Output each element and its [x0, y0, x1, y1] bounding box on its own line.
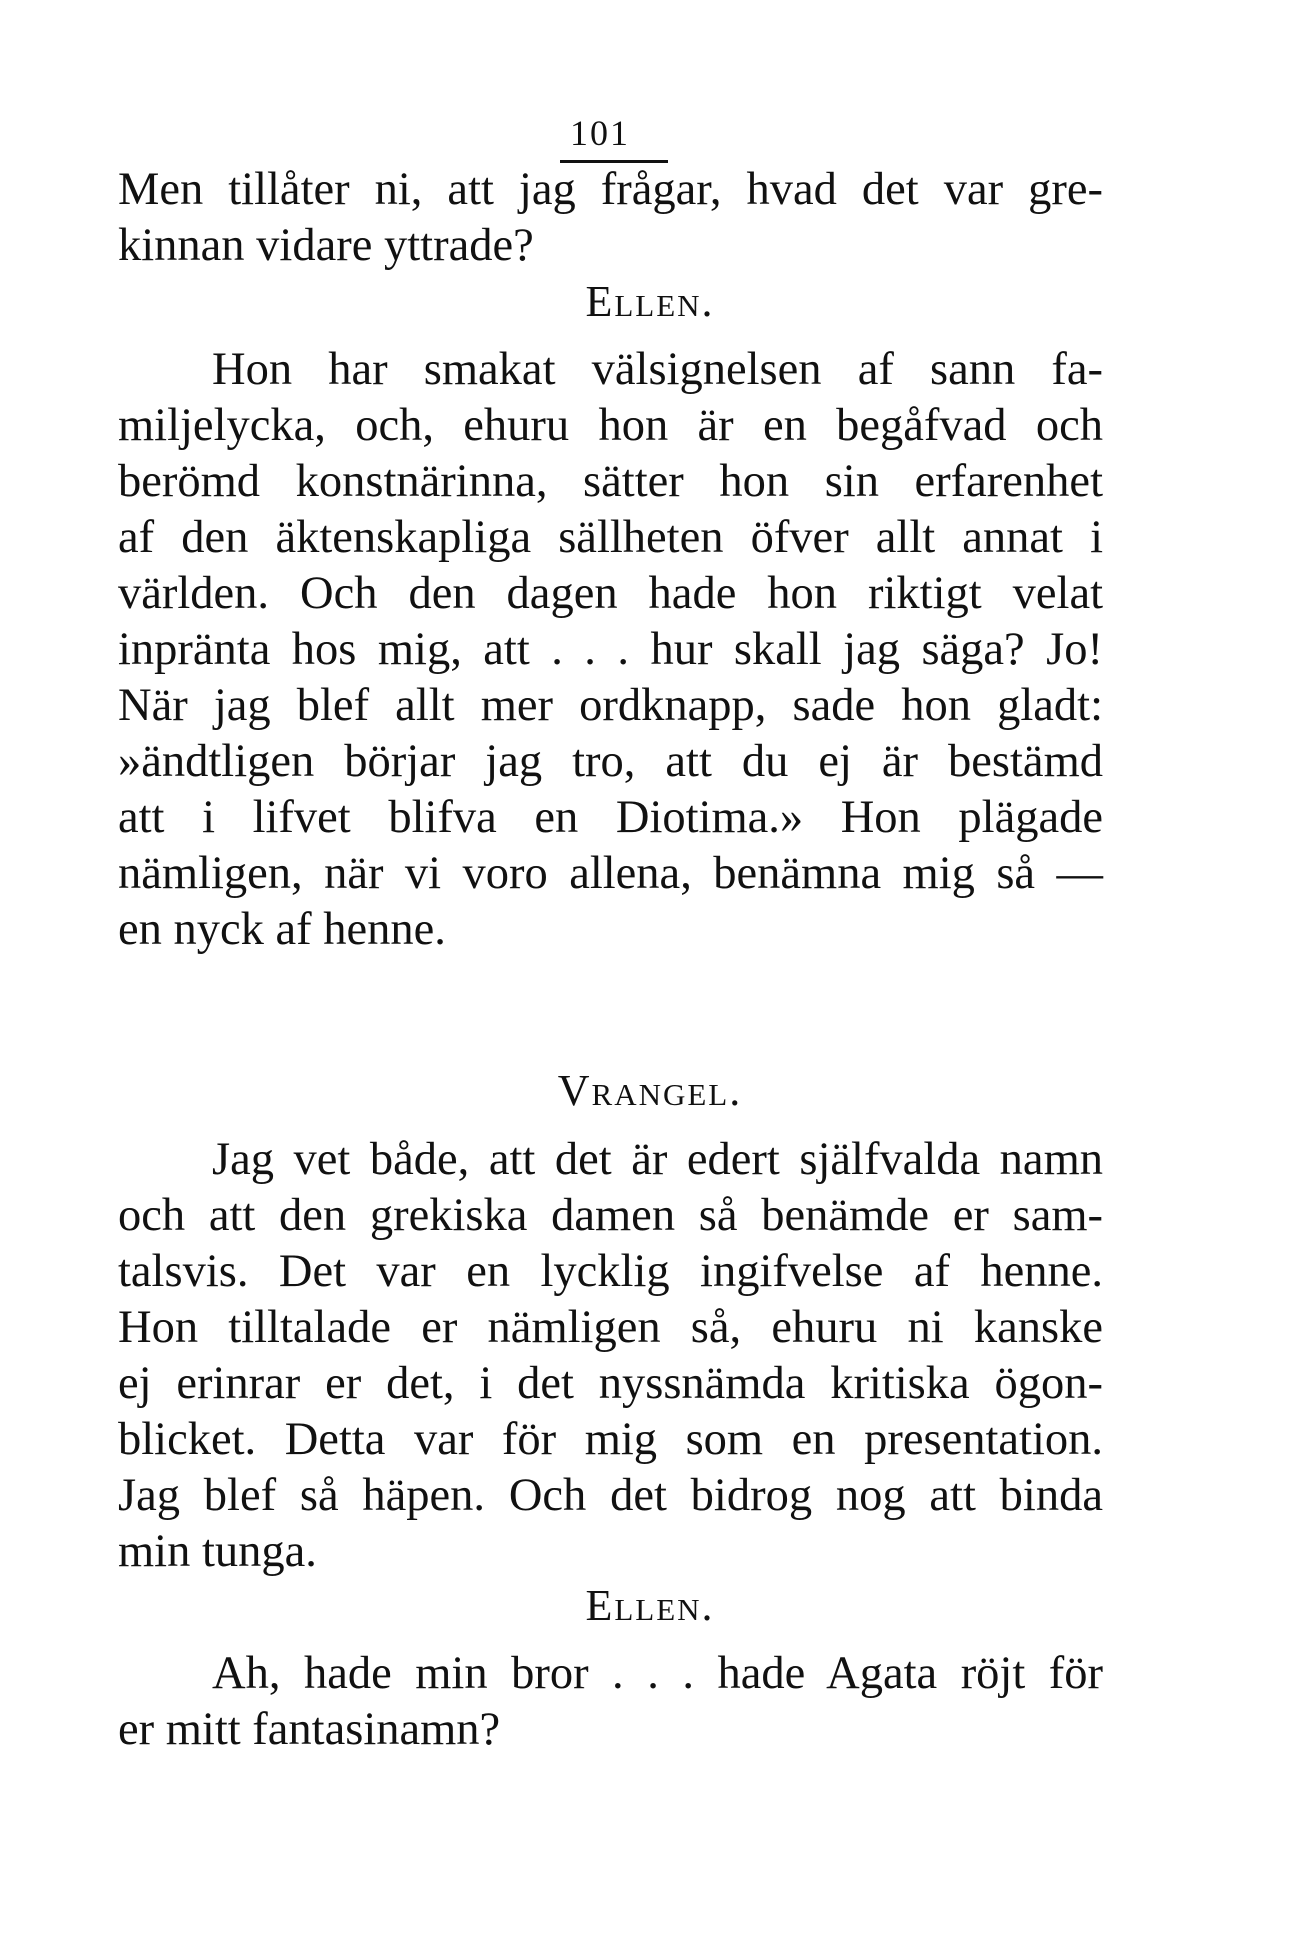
text-line: ej erinrar er det, i det nyssnämda kritiska ögon- — [118, 1358, 1103, 1409]
text-line: berömd konstnärinna, sätter hon sin erfarenhet — [118, 456, 1103, 507]
text-line: Jag vet både, att det är edert själfvalda namn — [212, 1134, 1103, 1185]
speaker-heading: Vrangel. — [557, 1066, 743, 1115]
text-line: och att den grekiska damen så benämde er sam- — [118, 1190, 1103, 1241]
speaker-heading: Ellen. — [585, 1581, 715, 1630]
text-line: af den äktenskapliga sällheten öfver allt annat i — [118, 512, 1103, 563]
text-line: min tunga. — [118, 1526, 317, 1577]
text-line: Ah, hade min bror . . . hade Agata röjt för — [212, 1648, 1103, 1699]
text-line: nämligen, när vi voro allena, benämna mig så — — [118, 848, 1103, 899]
text-line: att i lifvet blifva en Diotima.» Hon plägade — [118, 792, 1103, 843]
text-line: kinnan vidare yttrade? — [118, 220, 534, 271]
page-number: 101 — [570, 113, 630, 153]
text-line: er mitt fantasinamn? — [118, 1704, 501, 1755]
text-line: »ändtligen börjar jag tro, att du ej är bestämd — [118, 736, 1103, 787]
text-line: Men tillåter ni, att jag frågar, hvad det var gre- — [118, 164, 1103, 215]
text-line: en nyck af henne. — [118, 904, 446, 955]
text-line: världen. Och den dagen hade hon riktigt velat — [118, 568, 1103, 619]
text-line: talsvis. Det var en lycklig ingifvelse af henne. — [118, 1246, 1103, 1297]
text-line: miljelycka, och, ehuru hon är en begåfvad och — [118, 400, 1103, 451]
text-line: Hon har smakat välsignelsen af sann fa- — [212, 344, 1103, 395]
text-line: inpränta hos mig, att . . . hur skall jag säga? Jo! — [118, 624, 1103, 675]
text-line: blicket. Detta var för mig som en presentation. — [118, 1414, 1103, 1465]
text-line: När jag blef allt mer ordknapp, sade hon gladt: — [118, 680, 1103, 731]
text-line: Hon tilltalade er nämligen så, ehuru ni kanske — [118, 1302, 1103, 1353]
text-line: Jag blef så häpen. Och det bidrog nog att binda — [118, 1470, 1103, 1521]
speaker-heading: Ellen. — [585, 277, 715, 326]
